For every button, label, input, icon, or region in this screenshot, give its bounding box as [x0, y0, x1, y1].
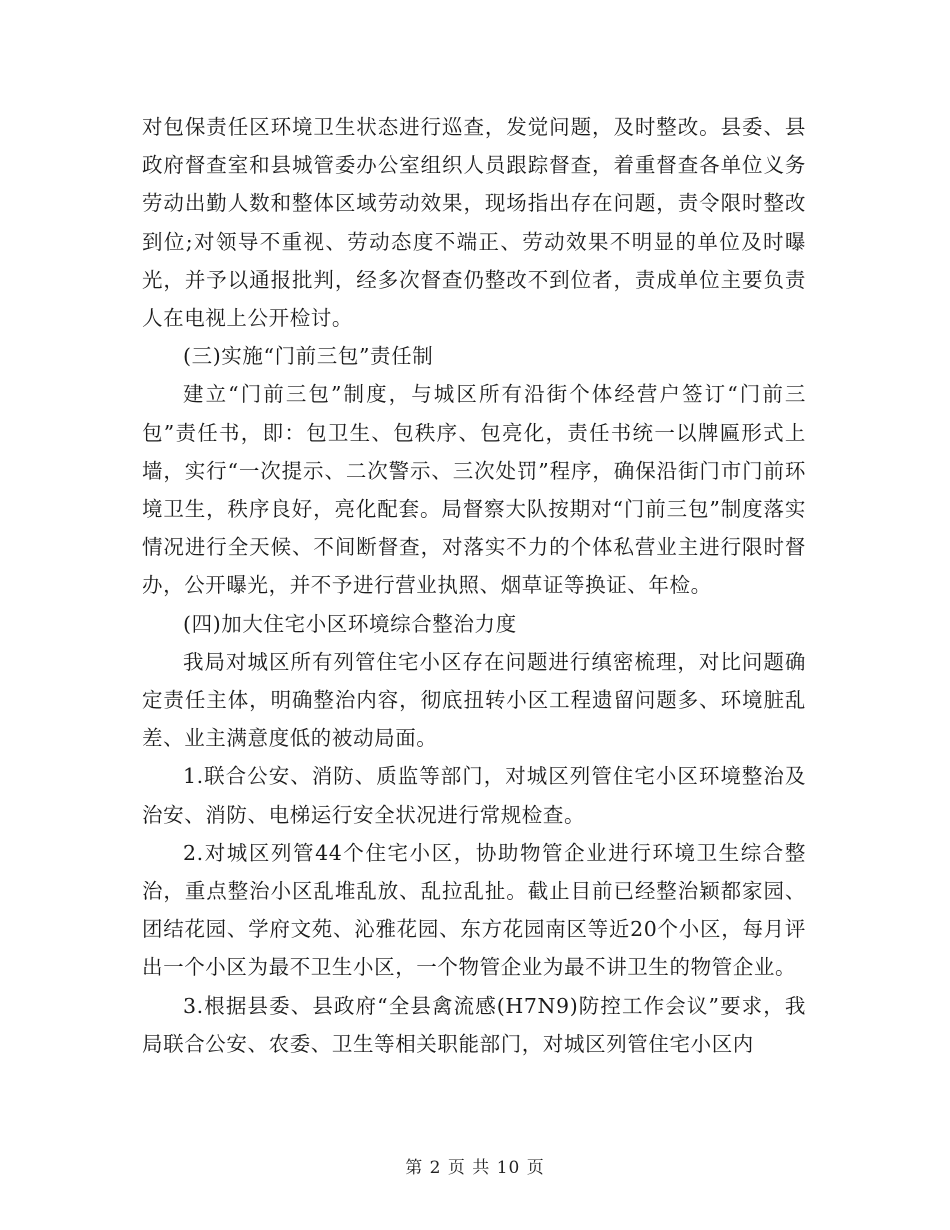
list-item-2: 2.对城区列管44个住宅小区，协助物管企业进行环境卫生综合整治，重点整治小区乱堆乱放、乱拉乱扯。截止目前已经整治颖都家园、团结花园、学府文苑、沁雅花园、东方花园南区等近20个小区，每月评出一个小区为最不卫生小区，一个物管企业为最不讲卫生的物管企业。 — [142, 840, 806, 980]
paragraph-continuation: 对包保责任区环境卫生状态进行巡查，发觉问题，及时整改。县委、县政府督查室和县城管委办公室组织人员跟踪督查，着重督查各单位义务劳动出勤人数和整体区域劳动效果，现场指出存在问题，责令限时整改到位;对领导不重视、劳动态度不端正、劳动效果不明显的单位及时曝光，并予以通报批判，经多次督查仍整改不到位者，责成单位主要负责人在电视上公开检讨。 — [142, 115, 806, 331]
paragraph-residential-review: 我局对城区所有列管住宅小区存在问题进行缜密梳理，对比问题确定责任主体，明确整治内容，彻底扭转小区工程遗留问题多、环境脏乱差、业主满意度低的被动局面。 — [142, 649, 806, 751]
list-item-3: 3.根据县委、县政府“全县禽流感(H7N9)防控工作会议”要求，我局联合公安、农委、卫生等相关职能部门，对城区列管住宅小区内 — [142, 993, 806, 1056]
document-body — [142, 108, 806, 1063]
section-heading-3: (三)实施“门前三包”责任制 — [183, 344, 434, 369]
list-item-1: 1.联合公安、消防、质监等部门，对城区列管住宅小区环境整治及治安、消防、电梯运行安全状况进行常规检查。 — [142, 764, 806, 827]
page-number-footer: 第 2 页 共 10 页 — [405, 1158, 545, 1178]
paragraph-door-responsibility: 建立“门前三包”制度，与城区所有沿街个体经营户签订“门前三包”责任书，即：包卫生、包秩序、包亮化，责任书统一以牌匾形式上墙，实行“一次提示、二次警示、三次处罚”程序，确保沿街门市门前环境卫生，秩序良好，亮化配套。局督察大队按期对“门前三包”制度落实情况进行全天候、不间断督查，对落实不力的个体私营业主进行限时督办，公开曝光，并不予进行营业执照、烟草证等换证、年检。 — [142, 382, 806, 598]
section-heading-4: (四)加大住宅小区环境综合整治力度 — [183, 611, 517, 636]
